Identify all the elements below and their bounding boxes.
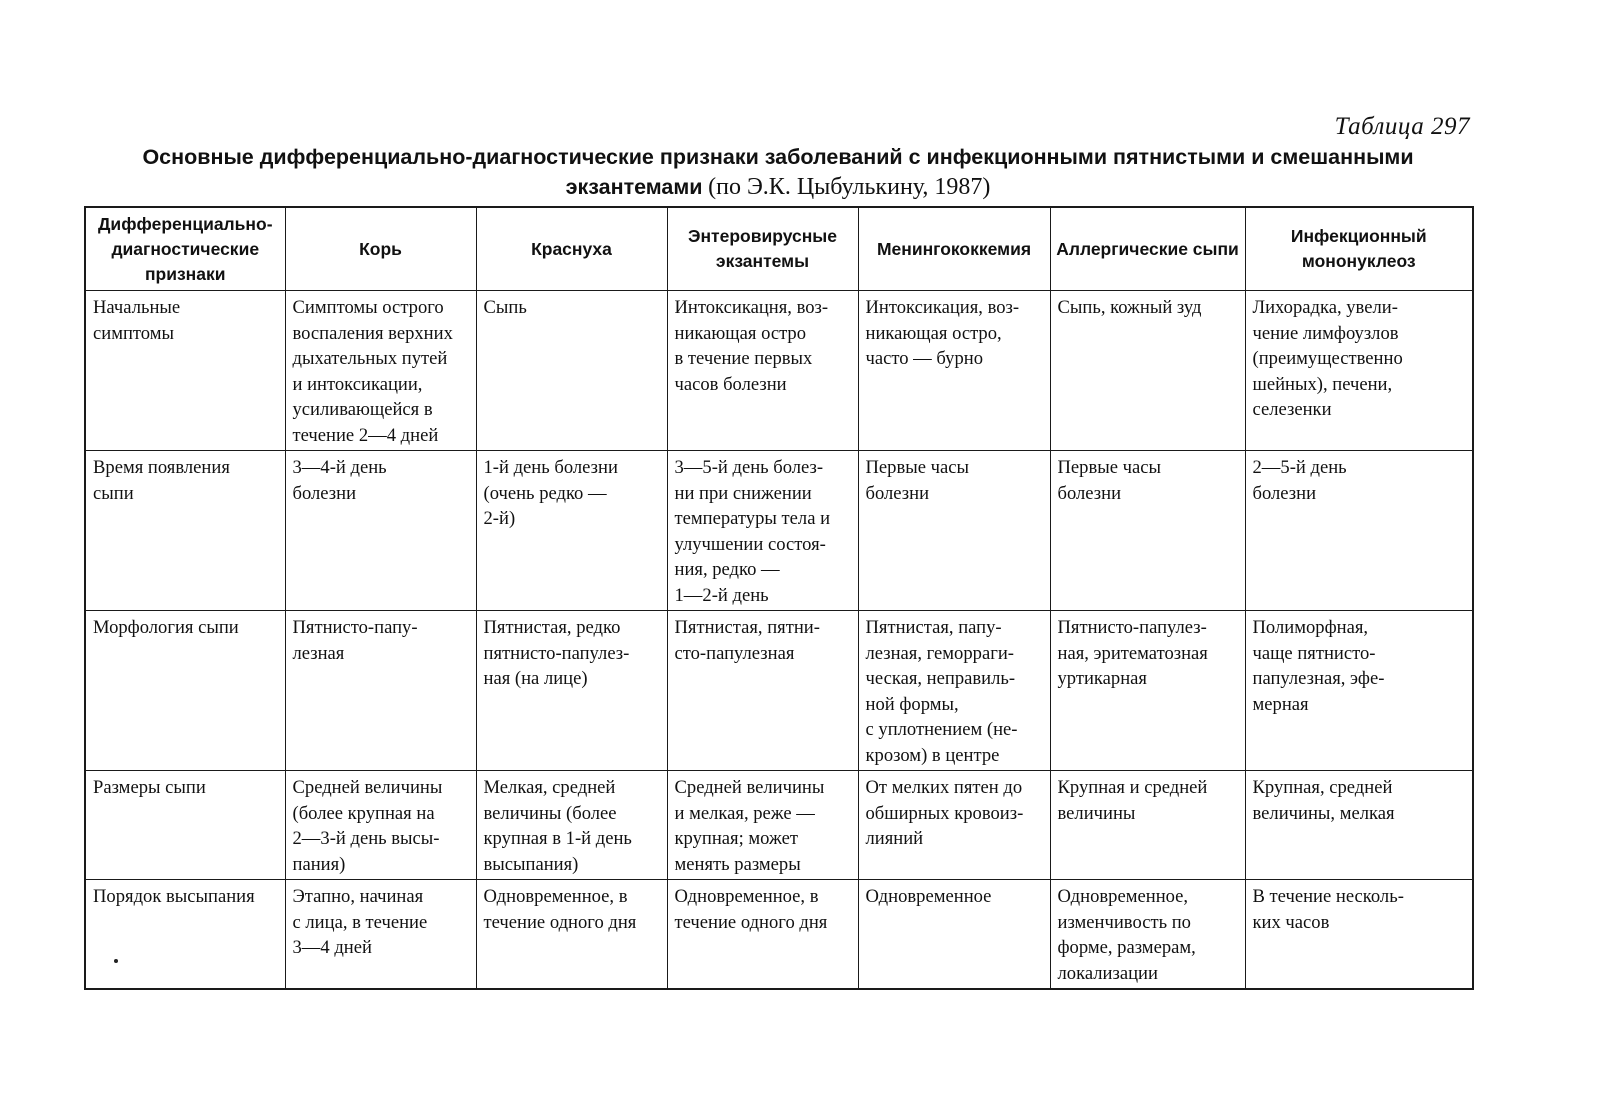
table-cell: Одновременное, в течение одного дня xyxy=(667,880,858,990)
header-enteroviral: Энтеровирусные экзантемы xyxy=(667,207,858,291)
table-cell: Сыпь xyxy=(476,291,667,451)
table-cell: Мелкая, средней величины (более крупная в 1-й день высыпания) xyxy=(476,771,667,880)
table-cell: В течение несколь- ких часов xyxy=(1245,880,1473,990)
table-cell: Интоксикация, воз- никающая остро, часто — бурно xyxy=(858,291,1050,451)
table-cell: Одновременное xyxy=(858,880,1050,990)
table-cell: 3—5-й день болез- ни при снижении температуры тела и улучшении состоя- ния, редко — 1—2-й день xyxy=(667,451,858,611)
table-title xyxy=(84,142,1472,202)
table-row xyxy=(85,611,1473,771)
table-cell: Симптомы острого воспаления верхних дыхательных путей и интоксикации, усиливающейся в течение 2—4 дней xyxy=(285,291,476,451)
table-cell: Сыпь, кожный зуд xyxy=(1050,291,1245,451)
table-number: Таблица 297 xyxy=(1334,113,1470,140)
table-cell: Первые часы болезни xyxy=(858,451,1050,611)
table-cell: Пятнисто-папулез- ная, эритематозная уртикарная xyxy=(1050,611,1245,771)
table-cell: Крупная, средней величины, мелкая xyxy=(1245,771,1473,880)
row-label: Размеры сыпи xyxy=(85,771,285,880)
table-cell: Первые часы болезни xyxy=(1050,451,1245,611)
table-cell: Пятнистая, пятни- сто-папулезная xyxy=(667,611,858,771)
table-row xyxy=(85,880,1473,990)
diagnostic-table xyxy=(84,206,1474,990)
row-label: Начальные симптомы xyxy=(85,291,285,451)
stray-dot-mark xyxy=(114,959,118,963)
header-rubella: Краснуха xyxy=(476,207,667,291)
row-label: Порядок высыпания xyxy=(85,880,285,990)
table-cell: Крупная и средней величины xyxy=(1050,771,1245,880)
header-measles: Корь xyxy=(285,207,476,291)
table-cell: Этапно, начиная с лица, в течение 3—4 дней xyxy=(285,880,476,990)
table-title-main: Основные дифференциально-диагностические признаки заболеваний с инфекционными пятнистыми и смешанными экзантемами xyxy=(142,145,1414,199)
table-cell: Интоксикацня, воз- никающая остро в течение первых часов болезни xyxy=(667,291,858,451)
table-cell: 1-й день болезни (очень редко — 2-й) xyxy=(476,451,667,611)
table-cell: 3—4-й день болезни xyxy=(285,451,476,611)
header-criteria: Дифференциально-диагностические признаки xyxy=(85,207,285,291)
table-cell: Полиморфная, чаще пятнисто- папулезная, эфе- мерная xyxy=(1245,611,1473,771)
table-cell: Одновременное, в течение одного дня xyxy=(476,880,667,990)
table-cell: 2—5-й день болезни xyxy=(1245,451,1473,611)
table-cell: Пятнистая, редко пятнисто-папулез- ная (на лице) xyxy=(476,611,667,771)
table-cell: Одновременное, изменчивость по форме, размерам, локализации xyxy=(1050,880,1245,990)
document-page xyxy=(84,112,1472,990)
table-cell: Лихорадка, увели- чение лимфоузлов (преимущественно шейных), печени, селезенки xyxy=(1245,291,1473,451)
table-header-row xyxy=(85,207,1473,291)
table-row xyxy=(85,771,1473,880)
table-row xyxy=(85,291,1473,451)
table-cell: Пятнисто-папу- лезная xyxy=(285,611,476,771)
row-label: Морфология сыпи xyxy=(85,611,285,771)
header-meningococcemia: Менингококкемия xyxy=(858,207,1050,291)
row-label: Время появления сыпи xyxy=(85,451,285,611)
table-row xyxy=(85,451,1473,611)
header-allergic: Аллергические сыпи xyxy=(1050,207,1245,291)
table-cell: Средней величины (более крупная на 2—3-й день высы- пания) xyxy=(285,771,476,880)
header-mononucleosis: Инфекционный мононуклеоз xyxy=(1245,207,1473,291)
table-cell: Пятнистая, папу- лезная, геморраги- ческая, неправиль- ной формы, с уплотнением (не- крозом) в центре xyxy=(858,611,1050,771)
table-cell: Средней величины и мелкая, реже — крупная; может менять размеры xyxy=(667,771,858,880)
table-title-source: (по Э.К. Цыбулькину, 1987) xyxy=(708,174,991,200)
table-cell: От мелких пятен до обширных кровоиз- лияний xyxy=(858,771,1050,880)
